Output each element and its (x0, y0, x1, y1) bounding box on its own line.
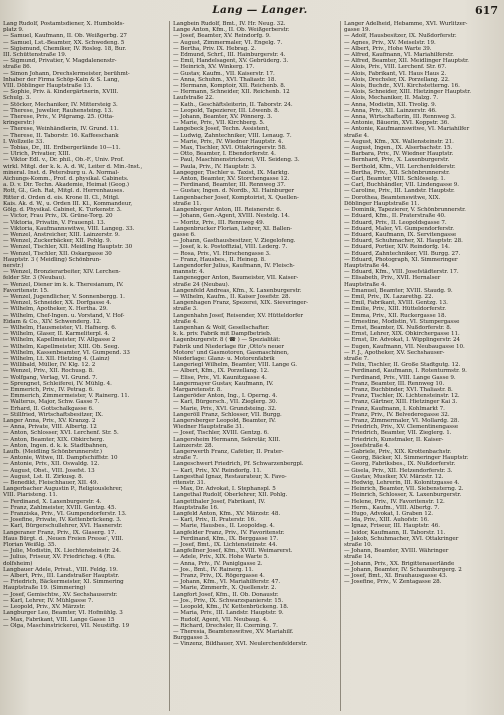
directory-entry-line: Langerwerth Franz, Cafétier, II. Prater- (173, 449, 284, 456)
directory-entry-line: Langeriegl Wilhelm, Beamter, VIII. Lange G. (173, 362, 297, 369)
directory-entry-line: straße 86. (3, 64, 32, 71)
directory-entry-line: — Helene, Priv., IV. Favoritenstr. 12. (344, 498, 445, 505)
column-middle (169, 21, 341, 711)
directory-entry-line: Wiedner Hauptstraße 31. (173, 424, 245, 431)
directory-entry-line: — Emilie, Priv., XIII. Hütteldorferstr. (344, 306, 446, 313)
page-number: 617 (475, 4, 498, 17)
directory-entry-line: Langenegger Anton, Baumeister, VII. Kaiser- (173, 275, 299, 282)
directory-entry-line: — Adolf, Hausbesitzer, IX. Nußdorferstr. (344, 33, 457, 40)
directory-entry-line: — Wilhelm, Kapellmeister, IV. Allgasse 2 (3, 337, 116, 344)
directory-entry-line: — Wenzel, Diener im k. k. Theresianum, IV. (3, 281, 124, 288)
directory-entry-line: — Samuel, Kaufmann, II. Ob. Weißgerbg. 27 (3, 33, 127, 40)
directory-entry-line: — Wenzel, Tischler, XII. Oskargasse 30 (3, 250, 112, 257)
directory-entry-line: — Wilhelm, Hausmeister, VI. Hafnerg. 6. (3, 324, 117, 331)
directory-entry-line: — Caroline, Priv., III. Landstr. Hauptstr. (344, 188, 455, 195)
directory-entry-line: — Therese, Juwelier, Rauhensteing. 13. (3, 107, 113, 114)
directory-entry-line: — Eduard, Kaufmann, IX. Servitengasse (344, 231, 457, 238)
directory-entry-line: — Franz, Tischler, IX. Lichtensteinstr. 12. (344, 393, 460, 400)
directory-entry-line: — Viktoria, Kaufmannswitwe, VIII. Langeg. 33. (3, 225, 135, 232)
directory-entry-line: Langenhan & Wolf, Gesellschafter. (173, 324, 270, 331)
directory-entry-line: — Ferdinand, Beamter, III. Rennweg 37. (173, 182, 286, 189)
directory-entry-line: — Anna, Wirtschafterin, III. Rennweg 3. (344, 114, 456, 121)
directory-entry-line: Hauptstraße 19. (Simmering) (3, 585, 86, 592)
directory-entry-line: — Antonie, Bäuerin, XVI. Koppstr. 36. (344, 120, 449, 127)
directory-entry-line: straße 24 (Neubau). (173, 281, 230, 288)
directory-entry-line: — Emil, Handelsagent, XV. Gebrüderg. 3. (173, 58, 289, 65)
directory-entry-line: — August, Ingen., IX. Alserbachstr. 15. (344, 145, 453, 152)
directory-entry-line: Hauptstraße 4. (344, 281, 387, 288)
directory-entry-line: k. k. priv. Fabrik mit Dampfbetrieb. (173, 331, 272, 338)
directory-entry-line: — Benedikt, Fleischhauer, XII. 49. (3, 480, 99, 487)
directory-entry-line: — Barbara, Priv., IV. Wiedner Hauptstr. (344, 151, 454, 158)
directory-entry-line: — F. J., Apotheker, XV. Sechshauser- (344, 349, 445, 356)
directory-entry-line: — Jos., Bmt., IV. Rainerg. 11. (173, 566, 254, 573)
directory-entry-line: — Emmerich, Priv., IV. Petrag. 6. (3, 386, 94, 393)
directory-entry-line: — Julius, Friseur, XV. Friedrichsg. 4 (Ru. (3, 554, 116, 561)
directory-entry-line: gasse 6. (173, 231, 196, 238)
directory-entry-line: Langfeld Anton, Kfm., XV. Märzstr. 48. (173, 511, 281, 518)
directory-entry-line: Motore' und Gasmotoren, Gasmaschinen, (173, 349, 289, 356)
directory-entry-line: — Rudolf, Agent, VII. Neubaug. 4. (173, 616, 268, 623)
directory-entry-line: — Karl, Priv., XV. Reindorfg. 11. (173, 467, 262, 474)
directory-entry-line: — Carl, Beamter, VIII. Schlösselg. 1. (344, 176, 446, 183)
directory-entry-line: — Elise, Priv., VI. Kaunitzgasse 4. (173, 374, 267, 381)
directory-entry-line: — Wilhelm, Apotheker, X. Hertha. 29. (3, 306, 108, 313)
directory-entry-line: Langer Adelheid, Hebamme, XVI. Wurlitzer- (344, 21, 468, 27)
directory-entry-line: — Anna, Private, VIII. Albertg. 12 (3, 424, 97, 431)
directory-entry-line: — Elisabeth, Priv., XVII. Hernalser (344, 275, 441, 282)
directory-entry-line: — Wilhelm, Kapellmeister, XIII. Ob. Seeg. (3, 343, 120, 350)
directory-entry-line: Rott, Gl., Geh. Rat, Mitgl. d. Herrenhauses. (3, 188, 125, 195)
directory-entry-line: Langendorfer Julius, Kaufmann, IV. Fleisch- (173, 262, 295, 269)
directory-entry-line: — Max, Fabrikant, VIII. Lange Gasse 15 (3, 616, 115, 623)
directory-entry-line: — Karl, Priv., II. Praterstr. 16. (173, 517, 256, 524)
directory-entry-line: — Franz, Zimmermaler, VI. Mollardg. 28. (344, 418, 460, 424)
directory-entry-line: — Olga, Maschinstrickerei, VII. Neustiftg. 19 (3, 622, 130, 629)
directory-entry-line: — Bertha, Priv., XII. Schönbrunnerstr. (344, 169, 450, 176)
directory-entry-line: Laufstraße 22. (173, 95, 214, 102)
directory-entry-line: — Anna, Priv., XII. Lainzerstr. 46. (344, 107, 437, 114)
directory-entry-line: straße 7. (173, 455, 198, 462)
directory-entry-line: Inhaber der Firma Schöp-Kain & S. Lang, (3, 76, 120, 83)
directory-entry-line: — Eduard, Portier, XIV. Reindorfg. 14. (344, 244, 450, 251)
directory-entry-line: — Eugen, Kaufmann, VII. Neubaugasse 10. (344, 343, 465, 350)
directory-entry-line: Langbauer Adele, Privat., VIII. Feldg. 19. (3, 566, 118, 573)
directory-entry-line: mannstr. 4. (173, 269, 205, 276)
directory-entry-line: — Leopold, Priv., XV. Märzstr. (3, 604, 86, 611)
directory-entry-line: — Gabriele, Priv., XIX. Krottenbachstr. (344, 449, 452, 456)
directory-entry-line: — Karl, Bürgersch., VII. Zieglerg. 30. (173, 399, 278, 406)
directory-entry-line: — Alfred, Beamter, XII. Meidlinger Hauptstr. (344, 58, 469, 65)
directory-entry-line: — Marie, Zimmerfr., X. Quellenstr. 2. (173, 585, 277, 592)
directory-entry-line: — Josef, Bmt., IX. Lichtensteinstr. 44. (173, 542, 278, 549)
directory-entry-line: Aichungs-Komm., Prof. d. physikal. Cabinets. (3, 176, 129, 183)
directory-entry-line: — Wenzel, Bronzierarbeiter, XIV. Lerchen- (3, 269, 121, 276)
directory-entry-line: felder Str. 3 (Neubau). (3, 275, 66, 282)
directory-entry-line: Hauptstr. 3 ( Meidling) Schönbrun- (3, 256, 101, 263)
directory-entry-line: — Johann, Gasthausbesitzer, V. Ziegelofeng. (173, 238, 296, 245)
directory-entry-line: VIII. Döblinger Hauptstraße 13. (3, 83, 93, 90)
directory-entry-line: wirkl. Mitgl. der k. k. A. d. W., Leiter d. Min.-Inst., (3, 163, 143, 170)
directory-entry-line: — Sprengnet, Schleiferei, IV. Mühlg. 4. (3, 380, 112, 387)
directory-entry-line: Langermayer Gustav, Kaufmann, IV. (173, 380, 274, 387)
directory-entry-line: — Franz, Buchbinder, XVI. Thaliastr. 8. (344, 386, 453, 393)
directory-entry-line: Florian Weißlg. 35. (3, 542, 57, 549)
directory-entry-line: — Leopold, Tapezierer, III. Löwenb. 8. (173, 107, 280, 114)
directory-entry-line: Haus Bürgt. d. ‚Neuen Freien Presse‘, VIII. (3, 535, 124, 542)
directory-entry-line: Langetthaler Josef, Fabrikant, IV. (173, 498, 266, 505)
directory-entry-line: straße 11. (173, 200, 202, 207)
directory-entry-line: — Emil, Priv., IX. Lazarethg. 22. (344, 293, 434, 300)
directory-entry-line: — Alois, Schneider, XIII. Hietzinger Hauptstr. (344, 89, 471, 96)
directory-entry-line: — Stillfried, Wirtschaftsbesitzer, IX. (3, 411, 104, 418)
directory-entry-line: — Alois, Priv., VIII. Lerchenf. Str. 67. (344, 64, 447, 71)
directory-entry-line: — Johann, Kfm., VI. Mariahilferstr. 47. (173, 579, 281, 586)
directory-entry-line: — Franz, Gärtner, XIII. Hietzinger Kai 3. (344, 399, 458, 406)
directory-entry-line: — Dorothea, Beamtenswitwe, XIX. (344, 194, 441, 201)
directory-entry-line: — Willibald, Müller, IV. Klg. 12. 2 (3, 362, 96, 369)
directory-entry-line: straße 4. (344, 132, 369, 139)
directory-entry-line: III. Schüttenstraße 19. (3, 52, 67, 59)
directory-entry-line: Langfort Josef, Kfm., II. Ob. Donaustr. (173, 591, 279, 598)
directory-entry-line: — Johann, Beamter, XVIII. Währinger (344, 548, 449, 555)
directory-entry-line: — Edmund, Schrf., III. Hainburgerstr. 4. (173, 52, 286, 59)
directory-entry-line: Langfellner Josef, Kfm., XVIII. Weimarerst. (173, 548, 293, 555)
directory-entry-line: — Josefine, Priv., V. Zentagasse 28. (344, 579, 442, 586)
directory-entry-line: — Albert, Priv., III. Landstraßer Hauptstr. (3, 573, 120, 580)
directory-entry-line: — Alois, Mechaniker, II. Malzg. 7. (344, 95, 439, 102)
directory-entry-line: — Adele, Priv., XIX. Hohe Warte 5. (173, 554, 269, 561)
directory-entry-line: — Theresia, Beamtenswitwe, XV. Mariahilf. (173, 628, 294, 635)
directory-entry-line: — Eduard, Kfm., VIII. Josefstädterstr. 17. (344, 269, 459, 276)
directory-entry-line: — Samuel, Lst.-Beamter, XX. Schwedeng. 5 (3, 39, 125, 46)
directory-entry-line: straße 10. (344, 542, 373, 549)
directory-entry-line: — Wilhelm, Glaser, II. Karmeliterpl. 4. (3, 331, 110, 338)
directory-entry-line: Langenbacher Josef, Komptoirist, X. Quellen- (173, 194, 299, 201)
directory-entry-line: — Moritz, Priv., III. Rennweg 49. (173, 219, 265, 226)
directory-entry-line: — Rosa, Priv., VI. Hirschengasse 3. (173, 250, 271, 257)
directory-entry-line: Hauptstraße 44. (344, 262, 390, 269)
directory-entry-line: — Eduard, Maler, VI. Gumpendorferstr. (344, 225, 455, 232)
directory-entry-line: nerstr.) (3, 262, 24, 269)
directory-entry-line: Langburger Leo, Beamter, VI. Hofmühlg. 3 (3, 610, 123, 617)
directory-entry-line: — Anna, Schuhm., XVI. Thaliastr. 18. (173, 76, 277, 83)
directory-entry-line: — Ludwig, Zahntechniker, VIII. Lenaug. 7. (173, 132, 292, 139)
directory-entry-line: Ritter d. Orden d. eis. Krone II. Cl., Mitgl. (3, 194, 120, 201)
directory-entry-line: Langeröll Franz, Schlosser, VII. Burgg. (173, 411, 282, 418)
directory-entry-line: — Alfred, Kaufmann, VI. Mariahilferstr. (344, 52, 454, 59)
directory-entry-line: — Isidor, Kaufmann, II. Taborstr. 11. (344, 529, 446, 536)
directory-entry-line: — Ernst, Lehrer, XIX. Obkirchergasse 11. (344, 331, 460, 338)
directory-entry-line: — Friedrich, Priv., XV. Clementinengasse (344, 424, 459, 431)
directory-entry-line: — Anton, Beamter, XIX. Obkircherg. (3, 436, 105, 443)
directory-entry-line: — Max, Dr. Advokat, I. Stephanspl. 5 (173, 486, 276, 493)
directory-entry-line: — Ulrich, Privatier, XIII. (3, 151, 71, 158)
directory-entry-line: VIII. Piaristeng. 11. (3, 492, 58, 499)
directory-entry-line: — Antonie, Witwe, III. Dampfschiffstr. 10 (3, 455, 118, 462)
directory-entry-line: — Alois, Drechsler, IX. Porzellang. 22. (344, 76, 450, 83)
directory-entry-line: — Ferdinand, Priv., VIII. Lange Gasse 9. (344, 374, 456, 381)
directory-entry-line: Lang Rudolf, Postamtsdiener, X. Humbolds- (3, 21, 125, 27)
directory-entry-line: — Victor, Frau Priv., IX. Grüne-Torg. 20 (3, 213, 113, 220)
directory-entry-line: Langersberger Leopold, Beamter, IV. (173, 418, 276, 424)
directory-entry-line: a. D. v. Dir. Techn. Akademie, Heimat (Geog.) (3, 182, 130, 189)
directory-entry-line: — Ferdinand, Kaufmann, I. Rotenturmstr. 9. (344, 368, 467, 375)
directory-entry-line: — Franz, Hausbes., II. Heineg. 8. (173, 256, 266, 263)
directory-entry-line: — Eduard, Kfm., II. Praterstraße 40. (344, 213, 446, 220)
directory-entry-line: — Max, Tischler, XVI. Ottakringerstr. 58. (173, 145, 287, 152)
directory-entry-line: — Alois, Buchdr., XVI. Kirchstetterng. 16. (344, 83, 460, 90)
directory-entry-line: gasse 19. (344, 27, 371, 34)
directory-entry-line: — Bertha, Priv. IX. Hebrag. 2. (173, 45, 256, 52)
directory-entry-line: — Georg, Bäcker, XI. Simmeringer Hauptstr. (344, 455, 469, 462)
directory-entry-line: Laufb. (Meidling Schönbrunnerstr.) (3, 449, 103, 456)
directory-entry-line: — Erhard, II. Gottschalkgasse 6. (3, 405, 94, 412)
directory-entry-line: — Agnes, Priv., XV. Meiselstr. 19. (344, 39, 436, 46)
directory-entry-line: — Josef, Beamter, XV. Reindorfg. 9. (173, 33, 271, 40)
directory-entry-line: — Franz, Zahlmeister, XVIII. Gentzg. 45. (3, 504, 117, 511)
directory-entry-line: — Ferdinand, Kfm., IX. Berggasse 17. (173, 535, 279, 542)
directory-entry-line: — Wenzel, Zuckerbäcker, XII. Pohlg. 9. (3, 238, 112, 245)
directory-entry-line: — Marie, Priv., VII. Kirchberg. 5. (173, 120, 265, 127)
directory-entry-line: — Eduard, Photograph, XI. Simmeringer (344, 256, 458, 263)
directory-entry-line: — Gisela, Priv., XII. Hetzendorferstr. 3. (344, 467, 453, 474)
directory-entry-line: — Ida, Priv., XIII. Auhofstr. 16. (344, 517, 429, 524)
directory-entry-line: Langersheim Hermann, Sekretär, XIII. (173, 436, 281, 443)
directory-entry-line: — Josefine, Private, IV. Kettenbrückeng. 3. (3, 517, 122, 524)
directory-entry-line: — Jakob, Schuhmacher, XVI. Ottakringer (344, 535, 459, 542)
directory-entry-line: — Bernhard, Priv., X. Laxenburgerstr. (344, 157, 450, 164)
directory-entry-line: — Berthold, Kfm., VII. Lerchenfelderstr. (344, 163, 456, 170)
directory-entry-line: — Wenzel, Anstreicher, XIII. Lainzerstr. 9. (3, 231, 120, 238)
directory-entry-line: — Franz, Kaufmann, I. Kohlmarkt 7. (344, 405, 445, 412)
directory-entry-line: mineral. Inst. d. Petersburg u. A. Normal- (3, 169, 120, 176)
directory-entry-line: Langebeck Josef, Techn. Assistent, (173, 126, 270, 133)
directory-entry-line: — Sigmund, Privatier, V. Magdalenenstr- (3, 58, 117, 65)
directory-entry-line: — Eduard, Zahntechniker, VII. Burgg. 27. (344, 250, 461, 257)
directory-entry-line: Langeschwert Friedrich, Pf. Schwarzenbergpl. (173, 461, 304, 468)
directory-entry-line: platz 9. (3, 27, 24, 34)
directory-entry-line: — Maria, Priv., III. Landstr. Hauptstr. 9. (173, 610, 284, 617)
directory-entry-line: Margaretenstr. 8. (173, 386, 223, 393)
running-head: Lang — Langer. (212, 4, 308, 16)
directory-entry-line: — Josefstraße 4. (344, 442, 390, 449)
directory-entry-line: — Stöcker, Mechaniker, IV. Mittersteig 3. (3, 101, 118, 108)
directory-entry-line: — Vinzenz, Bildhauer, XVI. Neulerchenfelderstr. (173, 641, 308, 648)
directory-entry-line: — Antonie, Kaufmannswitwe, VI. Mariahilfer (344, 126, 470, 133)
directory-entry-line: — Georg, Fabriksbes., IX. Nußdorferstr. (344, 461, 456, 468)
directory-entry-line: — Wilhelm, Kassenbeamter, VI. Gumpend. 33 (3, 349, 130, 356)
column-right (340, 21, 504, 711)
directory-entry-line: — Dominik, Tapezierer, V. Schönbrunnerstr. (344, 207, 466, 214)
directory-entry-line: Langenhagen Franz, Spezerei, XIX. Sieveringer- (173, 300, 309, 307)
directory-entry-line: Langesthal Ignaz, Restaurateur, X. Favo- (173, 473, 287, 480)
directory-entry-line: — Tobias, Dr., III. Erdbergerlände 10—11. (3, 145, 121, 152)
directory-entry-line: Langfelder Franz, Priv., IV. Favoritenstr. (173, 529, 285, 536)
directory-entry-line: — August, Obst., VIII. Josefst. 13 (3, 467, 95, 474)
directory-entry-line: — Albert, Priv., Hohe Warte 39. (344, 45, 432, 52)
directory-entry-line: — Hermann, Komptoir, XII. Reichenb. 8. (173, 83, 286, 90)
directory-entry-line: — Franz, Priv., IV. Belvederegasse 32. (344, 411, 450, 418)
directory-entry-line: — Felix, Tischler, II. Große Stadtgutg. 12. (344, 362, 461, 369)
directory-entry-line: — Wenzel, Tischler, XII. Meidling Hauptstr. 30 (3, 244, 133, 251)
directory-entry-line: — Marie, Priv., XVI. Grundsteing. 32. (173, 405, 277, 412)
directory-entry-line: — Eduard, Priv., II. Leopoldsgasse 7. (344, 219, 447, 226)
directory-entry-line: — Franz, Beamter, III. Rennweg 10. (344, 380, 445, 387)
directory-entry-line: — Josef, Tischler, XVIII. Gentzg. 6. (173, 430, 269, 437)
directory-entry-line: — Marie, Hausbes., II. Leopoldsg. 4. (173, 523, 275, 530)
directory-entry-line: — Heinrich, Beamter, VII. Siebensterng. 2. (344, 486, 464, 493)
column-left (3, 21, 163, 711)
directory-entry-line: — Sigismund, Chemiker, IV. Rosleg. 18, Bur. (3, 45, 127, 52)
directory-entry-line: Langegger, Tischler u. Taxist, IX. Marktg. (173, 169, 290, 176)
directory-entry-line: Langeröder Anton, Ing., I. Operng. 4. (173, 393, 278, 400)
directory-entry-line: — Johann, Priv., XX. Brigittenauerlände (344, 560, 455, 567)
directory-entry-line: Fabrik und Niederlage für ,Otto's neuer (173, 343, 285, 350)
directory-entry-line: — Wenzel, Schneider, XX. Dorfgasse 4. (3, 300, 112, 307)
directory-entry-line: ritenstr. 31. (173, 480, 206, 487)
directory-entry-line: Niederlage: Glanz- u. Motorenfabrik (173, 355, 275, 362)
directory-entry-line: — Josef, k. k. Postoffizial, VIII. Lederg. 7. (173, 244, 288, 251)
directory-entry-line: Kais. Ak. d. W., u. Orden III. Kl., Kommandeur, (3, 200, 133, 207)
directory-entry-line: — August, Kfm., XX. Wallensteinstr. 21. (344, 138, 454, 145)
directory-entry-line: — Ernestine, Modistin, VI. Stumpergasse (344, 318, 460, 325)
directory-entry-line: — Otto, Beamter, I. Ebendorferstr. 4. (173, 151, 276, 158)
directory-entry-line: — Josef, Gemischtw., XV. Sechshauserstr. (3, 591, 118, 598)
directory-entry-line: — Albert, Kfm., IX. Porzellang. 12. (173, 368, 269, 375)
directory-entry-line: — Emmerich, Zimmermeister, V. Rainerg. 11. (3, 393, 130, 400)
directory-entry-line: — Heinrich, XV. Winkerg. 17. (173, 64, 255, 71)
directory-entry-line: — Gustav, Ingen. d. Nordb., XI. Hainburger (173, 188, 295, 195)
directory-entry-line: — Friedrich, Bäckermeister, XI. Simmering (3, 579, 124, 586)
directory-entry-line: Langenfeld Andreas, Kfm., X. Laxenburgerstr. (173, 287, 302, 294)
directory-entry-line: — Wilhelm, Chef-Ingen. u. Vorstand, V. Hof- (3, 312, 125, 319)
directory-entry-line: Langethal Rudolf, Oberlehrer, XII. Pohlg. (173, 492, 288, 499)
directory-entry-line: — Friedrich, Beamter, VII. Zieglerg. 1. (344, 430, 452, 437)
directory-entry-line: Lainzerstr. 28. (173, 442, 214, 449)
directory-entry-line: Burggasse 3. (173, 635, 210, 642)
directory-entry-line: Döblinger Hauptstraße 11. (344, 200, 420, 207)
directory-entry-line: — Therese, Weinhändlerin, IV. Grund. 11. (3, 126, 119, 133)
directory-entry-line: — August, Zimmermaler, VI. Engelg. 7. (173, 39, 283, 46)
directory-entry-line: — Alois, Fabrikant, VI. Haus Haus 2. (344, 70, 447, 77)
directory-entry-line: — Hedwig, Lehrerin, III. Kolonitzgasse 4. (344, 480, 460, 487)
directory-entry-line: straße 4. (173, 318, 198, 325)
directory-entry-line: — Anton, Schlosser, XVI. Lerchenf. Str. 5. (3, 430, 119, 437)
directory-entry-line: Langenbrucker Florian, Lehrer, XI. Ballen- (173, 225, 292, 232)
directory-entry-line: — Emma, Priv., XII. Ruckergasse 18. (344, 312, 447, 319)
directory-entry-line: Eidam & Co., XIV. Schwenderg. 12. (3, 318, 102, 325)
directory-entry-line: — Therese, II. Taborstr. 16. Kaffeeschank (3, 132, 119, 139)
directory-entry-line: — Simon Johann, Drechslermeister, berühmt- (3, 70, 130, 77)
directory-entry-line: Lagenburgerstr. 8 ( ☎ ) — Spezialität: (173, 337, 281, 344)
directory-entry-line: — Leopold, Kfm., IV. Kettenbrückeng. 18. (173, 604, 289, 611)
directory-entry-line: Hauptstraße 16. (173, 504, 219, 511)
directory-entry-line: — Ernst, Dr. Advokat, I. Wipplingerstr. 24 (344, 337, 461, 344)
directory-entry-line: — Herm., Kaufm., VIII. Albertg. 7. (344, 504, 440, 511)
directory-entry-line: — Marie, Priv., IV. Wiedner Hauptstr. 4. (173, 138, 284, 145)
directory-entry-line: — Richard, Drechsler, II. Czerning. 7. (173, 622, 278, 629)
directory-entry-line: — Hermann, Schneider, XII. Reichenb. 12 (173, 89, 290, 96)
directory-entry-line: — Emil, Fabrikant, XVIII. Gentzg. 13. (344, 300, 448, 307)
directory-entry-line: — Ferdinand, X. Laxenburgerstr. 4. (3, 498, 102, 505)
directory-entry-line: — Wenzel, Priv., XII. Rochusg. 8. (3, 368, 94, 375)
directory-entry-line: — Karl, Lehrer, IV. Mühlgasse 7. (3, 597, 94, 604)
directory-entry-line: dolfsheim) (3, 560, 33, 567)
directory-entry-line: — Wenzel, Jugendlicher, V. Sonnenbergg. 1. (3, 293, 125, 300)
directory-entry-line: — Antonie, Priv., XII. Oswaldg. 12. (3, 461, 100, 468)
directory-entry-line: — Johann, Gen.-Agent, XVIII. Nestelg. 14. (173, 213, 290, 220)
directory-entry-line: — Anna, Priv., IV. Paniglgasse 2. (173, 560, 263, 567)
directory-entry-line: — August, Lst. II. Zirkusg. 8. (3, 473, 84, 480)
directory-entry-line: — Friedrich, Kunstmaler, II. Kaiser- (344, 436, 444, 443)
directory-entry-line: — Kath., Geschäftsleiterin, II. Taborstr. 24. (173, 101, 293, 108)
directory-entry-line: — Gustav, Kaufm., VII. Kaiserstr. 17. (173, 70, 275, 77)
directory-entry-line: Langbein Rudolf, Bmt., IV. Hr. Neug. 32. (173, 21, 286, 27)
directory-entry-line: Lange Anton, Kfm., II. Ob. Weißgerberstr. (173, 27, 290, 34)
directory-entry-line: straße 14. (344, 554, 373, 561)
directory-entry-line: Favoritenstr. 15. (3, 287, 49, 294)
directory-entry-line: — Sophie, Priv. ä. Kindergärtnerin, XVIII. (3, 89, 119, 96)
directory-entry-line: — Paula, Priv., IV. Hauptstr. 3. (173, 163, 257, 170)
directory-entry-line: — Anton, Ingen. d. k. k. Stadtbahnen, (3, 442, 108, 449)
directory-columns (3, 21, 501, 711)
directory-entry-line: — Ignaz, Friseur, III. Hauptstr. 46. (344, 523, 441, 530)
directory-entry-line: — Karl, Bürgerschullehrer, XVI. Hasnerstr. (3, 523, 123, 530)
directory-entry-line: Gölg. d. Physikal. Cabinet, K. Turkenstr. 3. (3, 207, 122, 214)
directory-entry-line: — Heinrich, Schlosser, X. Laxenburgerstr. (344, 492, 462, 499)
directory-entry-line: — Paul, Maschinenstrickerei, VII. Seideng. 3. (173, 157, 300, 164)
directory-entry-line: straße 3. (173, 306, 198, 313)
directory-entry-line: — Anna, Modistin, XII. Tivolig. 9. (344, 101, 437, 108)
directory-entry-line: Langenberger Anton, III. Reisnerstr. 6. (173, 207, 282, 214)
directory-entry-line: — Walterus, Major, Schw. Gasse 7. (3, 399, 100, 406)
directory-entry-line: — Jos., Priv., IX. Schwarzspanierstr. 15. (173, 597, 284, 604)
directory-entry-line: — Eduard, Schuhmacher, XI. Hauptstr. 28. (344, 238, 463, 245)
directory-entry-line: kringerstr.) (3, 120, 35, 127)
directory-entry-line: — Johann, Beamter, IV. Schaumburgerg. 2 (344, 566, 462, 573)
directory-entry-line: — Gustav, Musiker, XV. Märzstr. 12. (344, 473, 444, 480)
directory-entry-line: Langeraner Franz, Priv., IX. Glaserg. 17. (3, 529, 117, 536)
directory-entry-line: Langenhahn Josef, Reisender, XV. Hütteldorfer (173, 312, 303, 319)
directory-entry-line: — Josef, Bmt., XI. Brauhausgasse 43. (344, 573, 448, 580)
directory-entry-line: Langerbacher Augustin P., Religiouslehrer, (3, 486, 123, 493)
directory-entry-line: — Carl, Buchhändler, VII. Lindengasse 9. (344, 182, 459, 189)
directory-entry-line: — Franz, Priv., IX. Rögergasse 4. (173, 573, 265, 580)
directory-entry-line: — Hugo, Advokat, I. Graben 12. (344, 511, 433, 518)
directory-entry-line: — Wilhelm, Lt. XII. Hietzing 4. (Lainz) (3, 355, 110, 362)
page-header (0, 4, 504, 20)
directory-entry-line: — Wolfgang, Verlag, VI. Grund. 7. (3, 374, 98, 381)
directory-entry-line: Langer Anna, Priv., XV. Kranzg. 2 (3, 418, 96, 424)
directory-entry-line: — Therese, Priv., V. Pilgramg. 25. (Otta- (3, 114, 114, 121)
directory-entry-line: — Viktoria, Privatin, V. Frauenpl. 13. (3, 219, 106, 226)
directory-entry-line: — Julie, Modistin, IX. Liechtensteinstr. 24. (3, 548, 121, 555)
directory-entry-line: — Viktor Edl. v., Dr. phil., Ob.-F., Univ. Prof. (3, 157, 124, 164)
directory-entry-line: — Johann, Beamter, XV. Pönnerg. 3. (173, 114, 273, 121)
directory-entry-line: — Ernst, Beamter, IX. Nußdorferstr. 8. (344, 324, 452, 331)
directory-entry-line: I. Wollzeile 33. (3, 138, 45, 145)
directory-entry-line: — Anton, Beamter, XV. Storchengasse 12. (173, 176, 290, 183)
directory-entry-line: — Emanuel, Beamter, XVIII. Staudg. 9. (344, 287, 453, 294)
directory-entry-line: straße 7. (344, 355, 369, 362)
directory-entry-line: Schulg. 3. (3, 95, 31, 102)
directory-entry-line: — Franziska, Priv., VI. Gumpendorferstr. 13. (3, 511, 127, 518)
directory-entry-line: — Wilhelm, Kaufm., II. Kaiser Josefstr. 28. (173, 293, 291, 300)
